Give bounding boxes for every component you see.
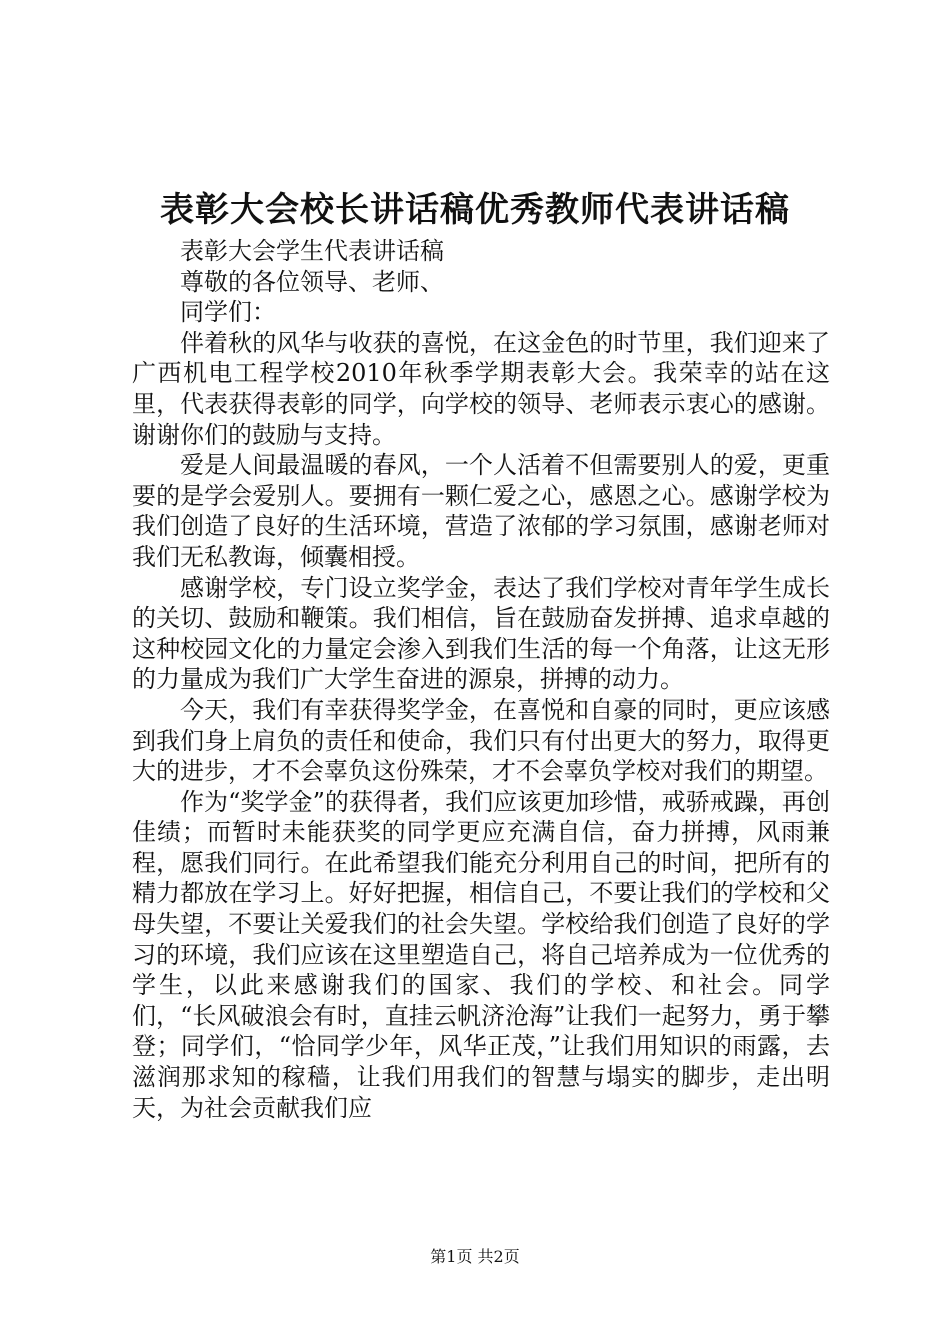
document-title: 表彰大会校长讲话稿优秀教师代表讲话稿 — [160, 190, 790, 230]
document-body — [132, 236, 830, 1123]
paragraph: 爱是人间最温暖的春风，一个人活着不但需要别人的爱，更重要的是学会爱别人。要拥有一颗仁爱之心，感恩之心。感谢学校为我们创造了良好的生活环境，营造了浓郁的学习氛围，感谢老师对我们无私教诲，倾囊相授。 — [132, 451, 830, 571]
paragraph: 伴着秋的风华与收获的喜悦，在这金色的时节里，我们迎来了广西机电工程学校2010年秋季学期表彰大会。我荣幸的站在这里，代表获得表彰的同学，向学校的领导、老师表示衷心的感谢。谢谢你们的鼓励与支持。 — [132, 328, 830, 449]
paragraph: 感谢学校，专门设立奖学金，表达了我们学校对青年学生成长的关切、鼓励和鞭策。我们相信，旨在鼓励奋发拼搏、追求卓越的这种校园文化的力量定会渗入到我们生活的每一个角落，让这无形的力量成为我们广大学生奋进的源泉，拼搏的动力。 — [132, 573, 830, 694]
page-number-footer: 第1页 共2页 — [430, 1247, 520, 1266]
paragraph: 尊敬的各位领导、老师、 — [180, 267, 444, 296]
paragraph: 今天，我们有幸获得奖学金，在喜悦和自豪的同时，更应该感到我们身上肩负的责任和使命，我们只有付出更大的努力，取得更大的进步，才不会辜负这份殊荣，才不会辜负学校对我们的期望。 — [132, 695, 830, 786]
paragraph: 同学们： — [180, 298, 276, 327]
paragraph: 表彰大会学生代表讲话稿 — [180, 237, 444, 265]
paragraph: 作为“奖学金”的获得者，我们应该更加珍惜，戒骄戒躁，再创佳绩；而暂时未能获奖的同学更应充满自信，奋力拼搏，风雨兼程，愿我们同行。在此希望我们能充分利用自己的时间，把所有的精力都放在学习上。好好把握，相信自己，不要让我们的学校和父母失望，不要让关爱我们的社会失望。学校给我们创造了良好的学习的环境，我们应该在这里塑造自己，将自己培养成为一位优秀的学生，以此来感谢我们的国家、我们的学校、和社会。同学们，“长风破浪会有时，直挂云帆济沧海”让我们一起努力，勇于攀登；同学们，“恰同学少年，风华正茂，”让我们用知识的雨露，去滋润那求知的稼穑，让我们用我们的智慧与塌实的脚步，走出明天，为社会贡献我们应 — [132, 787, 830, 1122]
